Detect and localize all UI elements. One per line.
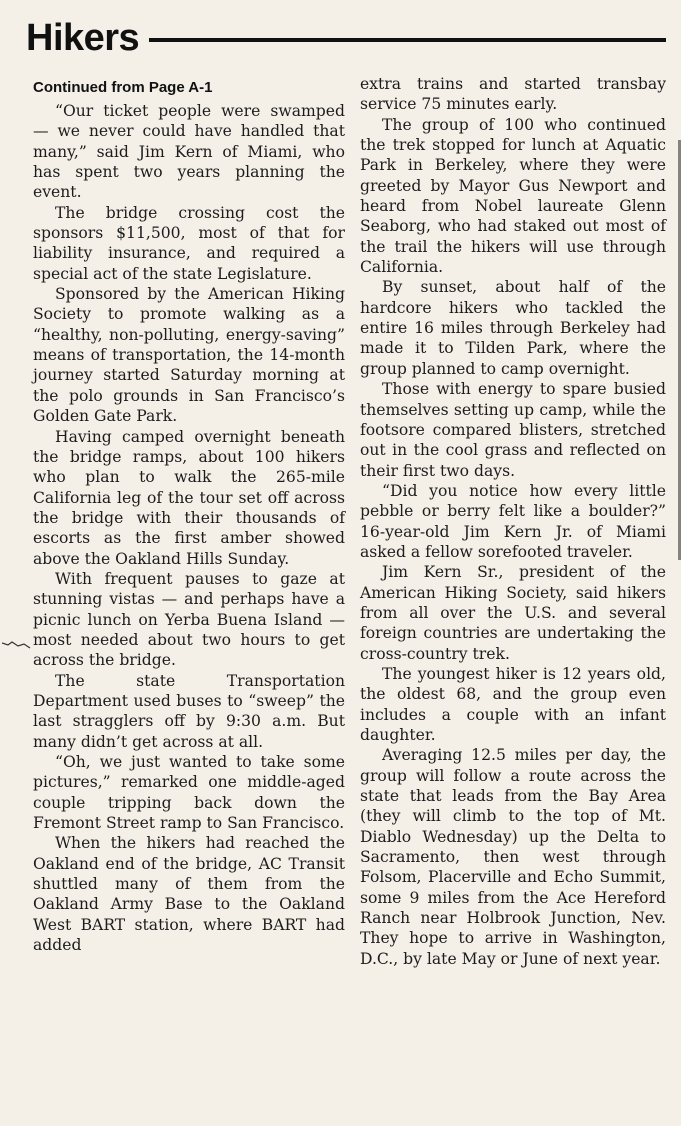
paragraph: extra trains and started transbay service 75 minutes early. xyxy=(360,75,666,114)
paragraph: By sunset, about half of the hardcore hikers who tackled the entire 16 miles through Berkeley had made it to Tilden Park, where the group planned to camp overnight. xyxy=(360,278,666,378)
paragraph: Jim Kern Sr., president of the American Hiking Society, said hikers from all over the U.S. and several foreign countries are undertaking the cross-country trek. xyxy=(360,563,666,663)
paragraph: The youngest hiker is 12 years old, the oldest 68, and the group even includes a couple with an infant daughter. xyxy=(360,664,666,744)
paragraph: The bridge crossing cost the sponsors $11,500, most of that for liability insurance, and required a special act of the state Legislature. xyxy=(33,203,345,283)
paragraph: Those with energy to spare busied themselves setting up camp, while the footsore compared blisters, stretched out in the cool grass and reflected on their first two days. xyxy=(360,380,666,480)
paragraph: Having camped overnight beneath the bridge ramps, about 100 hikers who plan to walk the 265-mile California leg of the tour set off across the bridge with their thousands of escorts as the first amber showed above the Oakland Hills Sunday. xyxy=(33,427,345,568)
paragraph: “Did you notice how every little pebble or berry felt like a boulder?” 16-year-old Jim Kern Jr. of Miami asked a fellow sorefooted traveler. xyxy=(360,481,666,561)
left-column xyxy=(33,74,345,955)
torn-edge-mark xyxy=(2,640,32,652)
paragraph: “Our ticket people were swamped — we never could have handled that many,” said Jim Kern of Miami, who has spent two years planning the event. xyxy=(33,102,345,202)
paragraph: “Oh, we just wanted to take some pictures,” remarked one middle-aged couple tripping back down the Fremont Street ramp to San Francisco. xyxy=(33,753,345,833)
paragraph: When the hikers had reached the Oakland end of the bridge, AC Transit shuttled many of them from the Oakland Army Base to the Oakland West BART station, where BART had added xyxy=(33,834,345,955)
paragraph: Averaging 12.5 miles per day, the group will follow a route across the state that leads from the Bay Area (they will climb to the top of Mt. Diablo Wednesday) up the Delta to Sacramento, then west through Folsom, Placerville and Echo Summit, some 9 miles from the Ace Hereford Ranch near Holbrook Junction, Nev. They hope to arrive in Washington, D.C., by late May or June of next year. xyxy=(360,746,666,968)
paragraph: The group of 100 who continued the trek stopped for lunch at Aquatic Park in Berkeley, where they were greeted by Mayor Gus Newport and heard from Nobel laureate Glenn Seaborg, who had staked out most of the trail the hikers will use through California. xyxy=(360,115,666,277)
continued-line: Continued from Page A-1 xyxy=(33,79,213,96)
headline-row xyxy=(26,14,666,62)
headline: Hikers xyxy=(26,17,140,59)
paragraph: Sponsored by the American Hiking Society to promote walking as a “healthy, non-polluting, energy-saving” means of transportation, the 14-month journey started Saturday morning at the polo grounds in San Francisco’s Golden Gate Park. xyxy=(33,285,345,426)
paragraph: With frequent pauses to gaze at stunning vistas — and perhaps have a picnic lunch on Yerba Buena Island — most needed about two hours to get across the bridge. xyxy=(33,569,345,670)
headline-rule xyxy=(149,38,666,42)
paragraph: The state Transportation Department used buses to “sweep” the last stragglers off by 9:30 a.m. But many didn’t get across at all. xyxy=(33,671,345,751)
right-column xyxy=(360,74,666,969)
